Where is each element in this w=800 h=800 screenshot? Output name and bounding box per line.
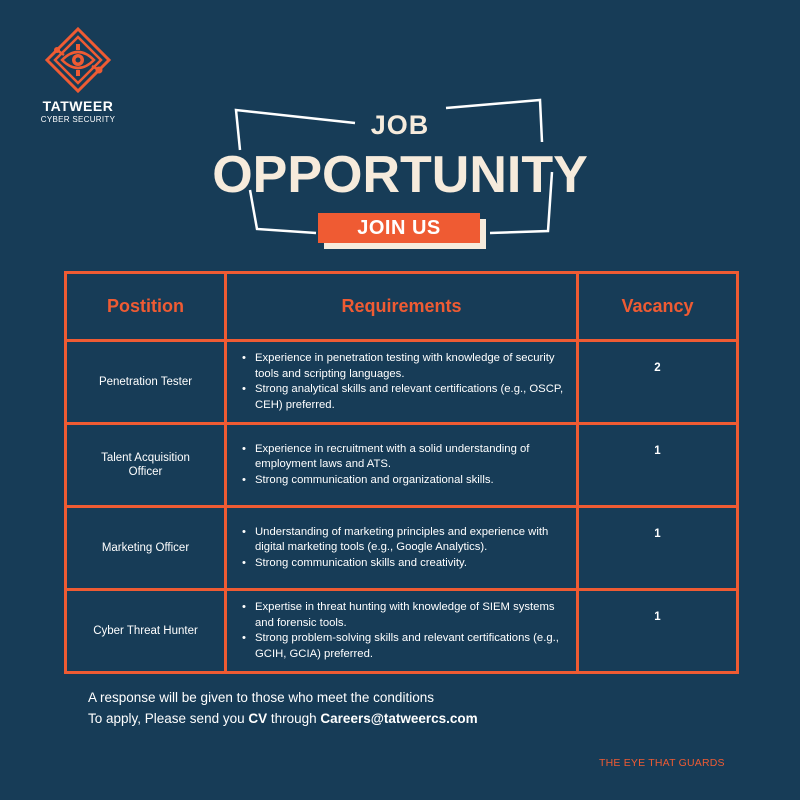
response-note: A response will be given to those who meet the conditions <box>88 690 434 705</box>
vacancy-cell: 1 <box>578 590 738 673</box>
requirements-cell <box>226 341 578 424</box>
requirements-cell <box>226 424 578 507</box>
requirement-item: • Strong problem-solving skills and relevant certifications (e.g., GCIH, GCIA) preferred. <box>239 631 566 662</box>
table-row <box>66 507 738 590</box>
join-us-button[interactable] <box>318 213 486 249</box>
header-vacancy: Vacancy <box>578 273 738 341</box>
table-row <box>66 424 738 507</box>
table-row <box>66 341 738 424</box>
requirements-cell <box>226 590 578 673</box>
position-cell: Cyber Threat Hunter <box>66 590 226 673</box>
requirement-item: • Expertise in threat hunting with knowledge of SIEM systems and forensic tools. <box>239 600 566 631</box>
requirements-cell <box>226 507 578 590</box>
careers-email-link[interactable]: Careers@tatweercs.com <box>320 711 478 726</box>
join-us-label: JOIN US <box>318 213 480 243</box>
brand-subtitle: CYBER SECURITY <box>40 115 116 124</box>
position-cell: Marketing Officer <box>66 507 226 590</box>
headline-job: JOB <box>370 110 430 140</box>
requirement-item: • Strong communication skills and creativity. <box>239 556 566 572</box>
requirement-item: • Strong analytical skills and relevant certifications (e.g., OSCP, CEH) preferred. <box>239 382 566 413</box>
headline <box>0 0 800 260</box>
apply-instructions <box>88 711 478 726</box>
table-row <box>66 590 738 673</box>
job-table <box>64 271 739 674</box>
position-cell: Talent Acquisition Officer <box>66 424 226 507</box>
requirement-item: • Understanding of marketing principles and experience with digital marketing tools (e.g., Google Analytics). <box>239 525 566 556</box>
header-requirements: Requirements <box>226 273 578 341</box>
position-cell: Penetration Tester <box>66 341 226 424</box>
table-header-row <box>66 273 738 341</box>
header-position: Postition <box>66 273 226 341</box>
apply-mid: through <box>267 711 321 726</box>
requirement-item: • Strong communication and organizational skills. <box>239 473 566 489</box>
vacancy-cell: 2 <box>578 341 738 424</box>
brand-tagline: THE EYE THAT GUARDS <box>599 757 725 769</box>
vacancy-cell: 1 <box>578 507 738 590</box>
apply-prefix: To apply, Please send you <box>88 711 249 726</box>
vacancy-cell: 1 <box>578 424 738 507</box>
requirement-item: • Experience in recruitment with a solid understanding of employment laws and ATS. <box>239 442 566 473</box>
headline-opportunity: OPPORTUNITY <box>212 146 588 204</box>
cv-label: CV <box>248 711 268 726</box>
brand-name: TATWEER <box>42 98 114 114</box>
requirement-item: • Experience in penetration testing with knowledge of security tools and scripting languages. <box>239 351 566 382</box>
